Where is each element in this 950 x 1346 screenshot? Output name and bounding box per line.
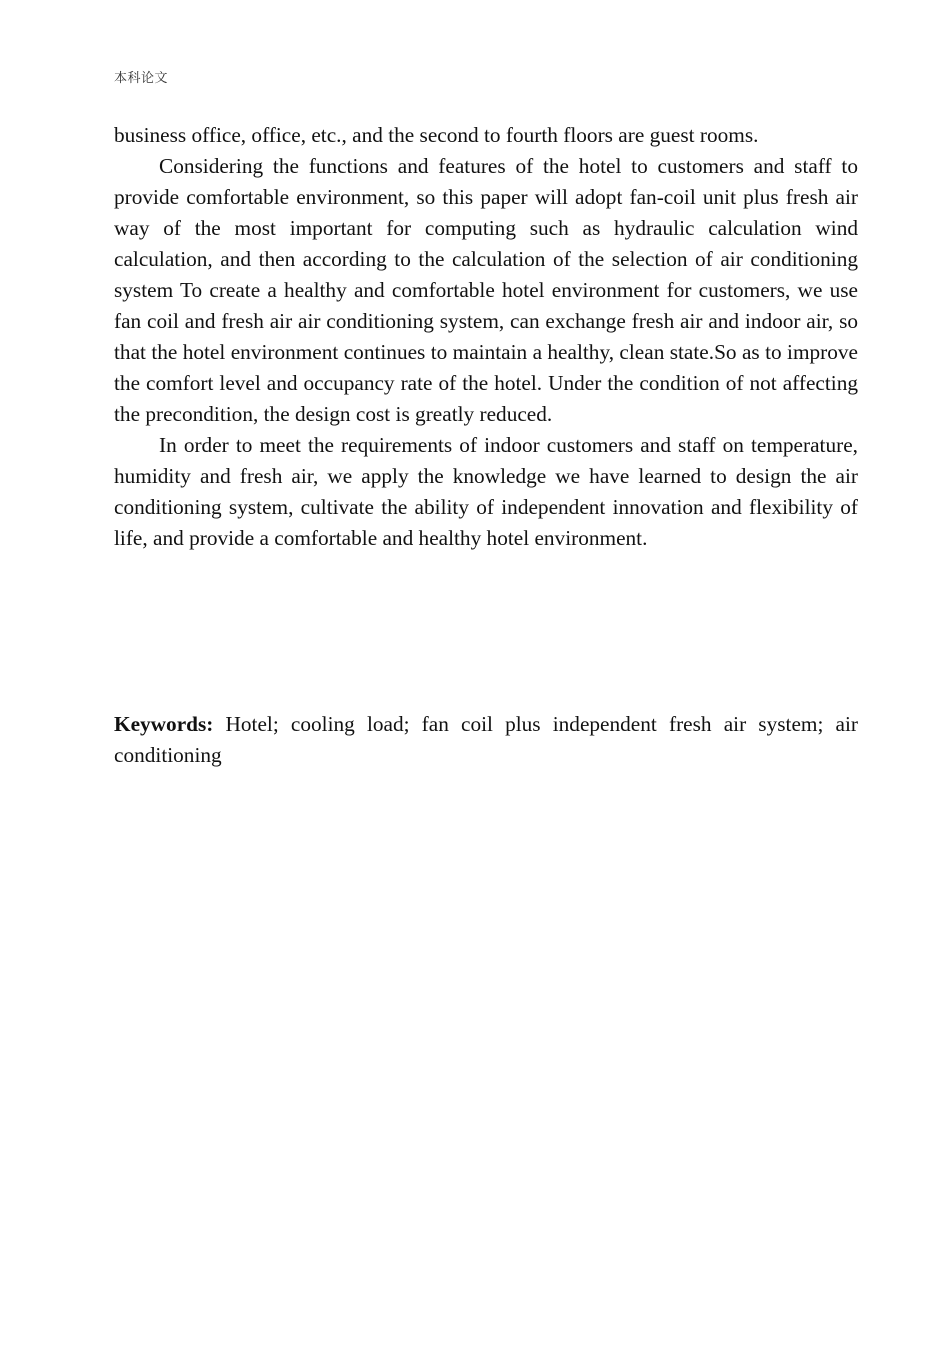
keywords-label: Keywords: [114, 712, 214, 736]
abstract-body [114, 120, 858, 554]
running-header: 本科论文 [114, 71, 169, 86]
paragraph-design-goals: In order to meet the requirements of indoor customers and staff on temperature, humidity and fresh air, we apply the knowledge we have learned to design the air conditioning system, cultivate the ability of independent innovation and flexibility of life, and provide a comfortable and healthy hotel environment. [114, 433, 858, 550]
paragraph-design-approach: Considering the functions and features of the hotel to customers and staff to provide comfortable environment, so this paper will adopt fan-coil unit plus fresh air way of the most important for computing such as hydraulic calculation wind calculation, and then according to the calculation of the selection of air conditioning system To create a healthy and comfortable hotel environment for customers, we use fan coil and fresh air air conditioning system, can exchange fresh air and indoor air, so that the hotel environment continues to maintain a healthy, clean state.So as to improve the comfort level and occupancy rate of the hotel. Under the condition of not affecting the precondition, the design cost is greatly reduced. [114, 154, 858, 426]
paragraph-continued: business office, office, etc., and the second to fourth floors are guest rooms. [114, 123, 759, 147]
keywords-line [114, 709, 858, 771]
keywords-text: Hotel; cooling load; fan coil plus independent fresh air system; air conditioning [114, 712, 858, 767]
